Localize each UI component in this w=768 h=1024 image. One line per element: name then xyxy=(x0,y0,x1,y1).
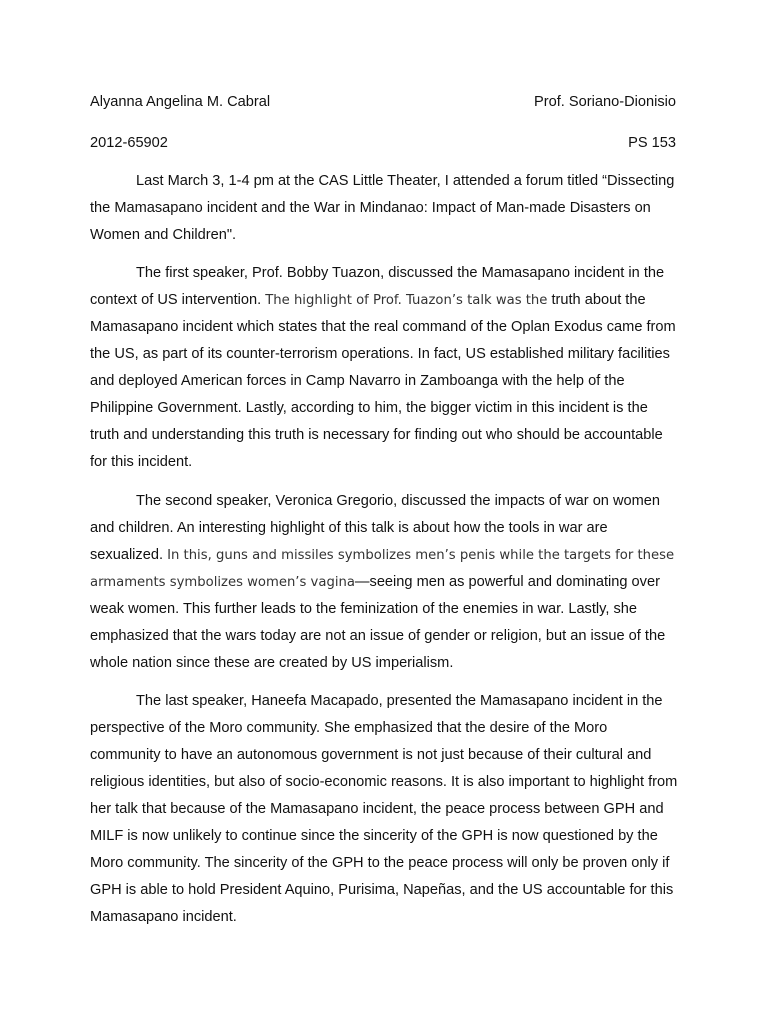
paragraph-intro: Last March 3, 1-4 pm at the CAS Little Theater, I attended a forum titled “Dissecting the Mamasapano incident and the War in Mindanao: Impact of Man-made Disasters on Women and Children". xyxy=(90,173,675,243)
paragraph-first-speaker-part-2: truth about the Mamasapano incident which states that the real command of the Oplan Exodus came from the US, as part of its counter-terrorism operations. In fact, US established military facilities and deployed American forces in Camp Navarro in Zamboanga with the help of the Philippine Government. Lastly, according to him, the bigger victim in this incident is the truth and understanding this truth is necessary for finding out who should be accountable for this incident. xyxy=(90,292,676,470)
paragraph-first-speaker xyxy=(90,260,678,476)
student-number: 2012-65902 xyxy=(90,135,168,151)
course-code: PS 153 xyxy=(628,135,676,151)
paragraph-third-speaker: The last speaker, Haneefa Macapado, presented the Mamasapano incident in the perspective of the Moro community. She emphasized that the desire of the Moro community to have an autonomous government is not just because of their cultural and religious identities, but also of socio-economic reasons. It is also important to highlight from her talk that because of the Mamasapano incident, the peace process between GPH and MILF is now unlikely to continue since the sincerity of the GPH is now questioned by the Moro community. The sincerity of the GPH to the peace process will only be proven only if GPH is able to hold President Aquino, Purisima, Napeñas, and the US accountable for this Mamasapano incident. xyxy=(90,693,678,925)
paragraph-first-speaker-part-1: The first speaker, Prof. Bobby Tuazon, discussed the Mamasapano incident in the context of US intervention. xyxy=(90,265,665,308)
student-name: Alyanna Angelina M. Cabral xyxy=(90,94,271,110)
paragraph-second-speaker-highlight: In this, guns and missiles symbolizes men’s penis while the targets for these armaments symbolizes women’s vagina xyxy=(90,548,675,590)
header-row-id xyxy=(90,134,676,152)
paragraph-second-speaker-part-1: The second speaker, Veronica Gregorio, discussed the impacts of war on women and children. An interesting highlight of this talk is about how the tools in war are sexualized. xyxy=(90,493,661,563)
paragraph-second-speaker-part-2: —seeing men as powerful and dominating over weak women. This further leads to the feminization of the enemies in war. Lastly, she emphasized that the wars today are not an issue of gender or religion, but an issue of the whole nation since these are created by US imperialism. xyxy=(90,574,666,671)
header-row-name xyxy=(90,93,676,111)
professor-name: Prof. Soriano-Dionisio xyxy=(534,94,676,110)
paragraph-second-speaker xyxy=(90,488,678,677)
paragraph-first-speaker-highlight: The highlight of Prof. Tuazon’s talk was the xyxy=(265,293,548,308)
